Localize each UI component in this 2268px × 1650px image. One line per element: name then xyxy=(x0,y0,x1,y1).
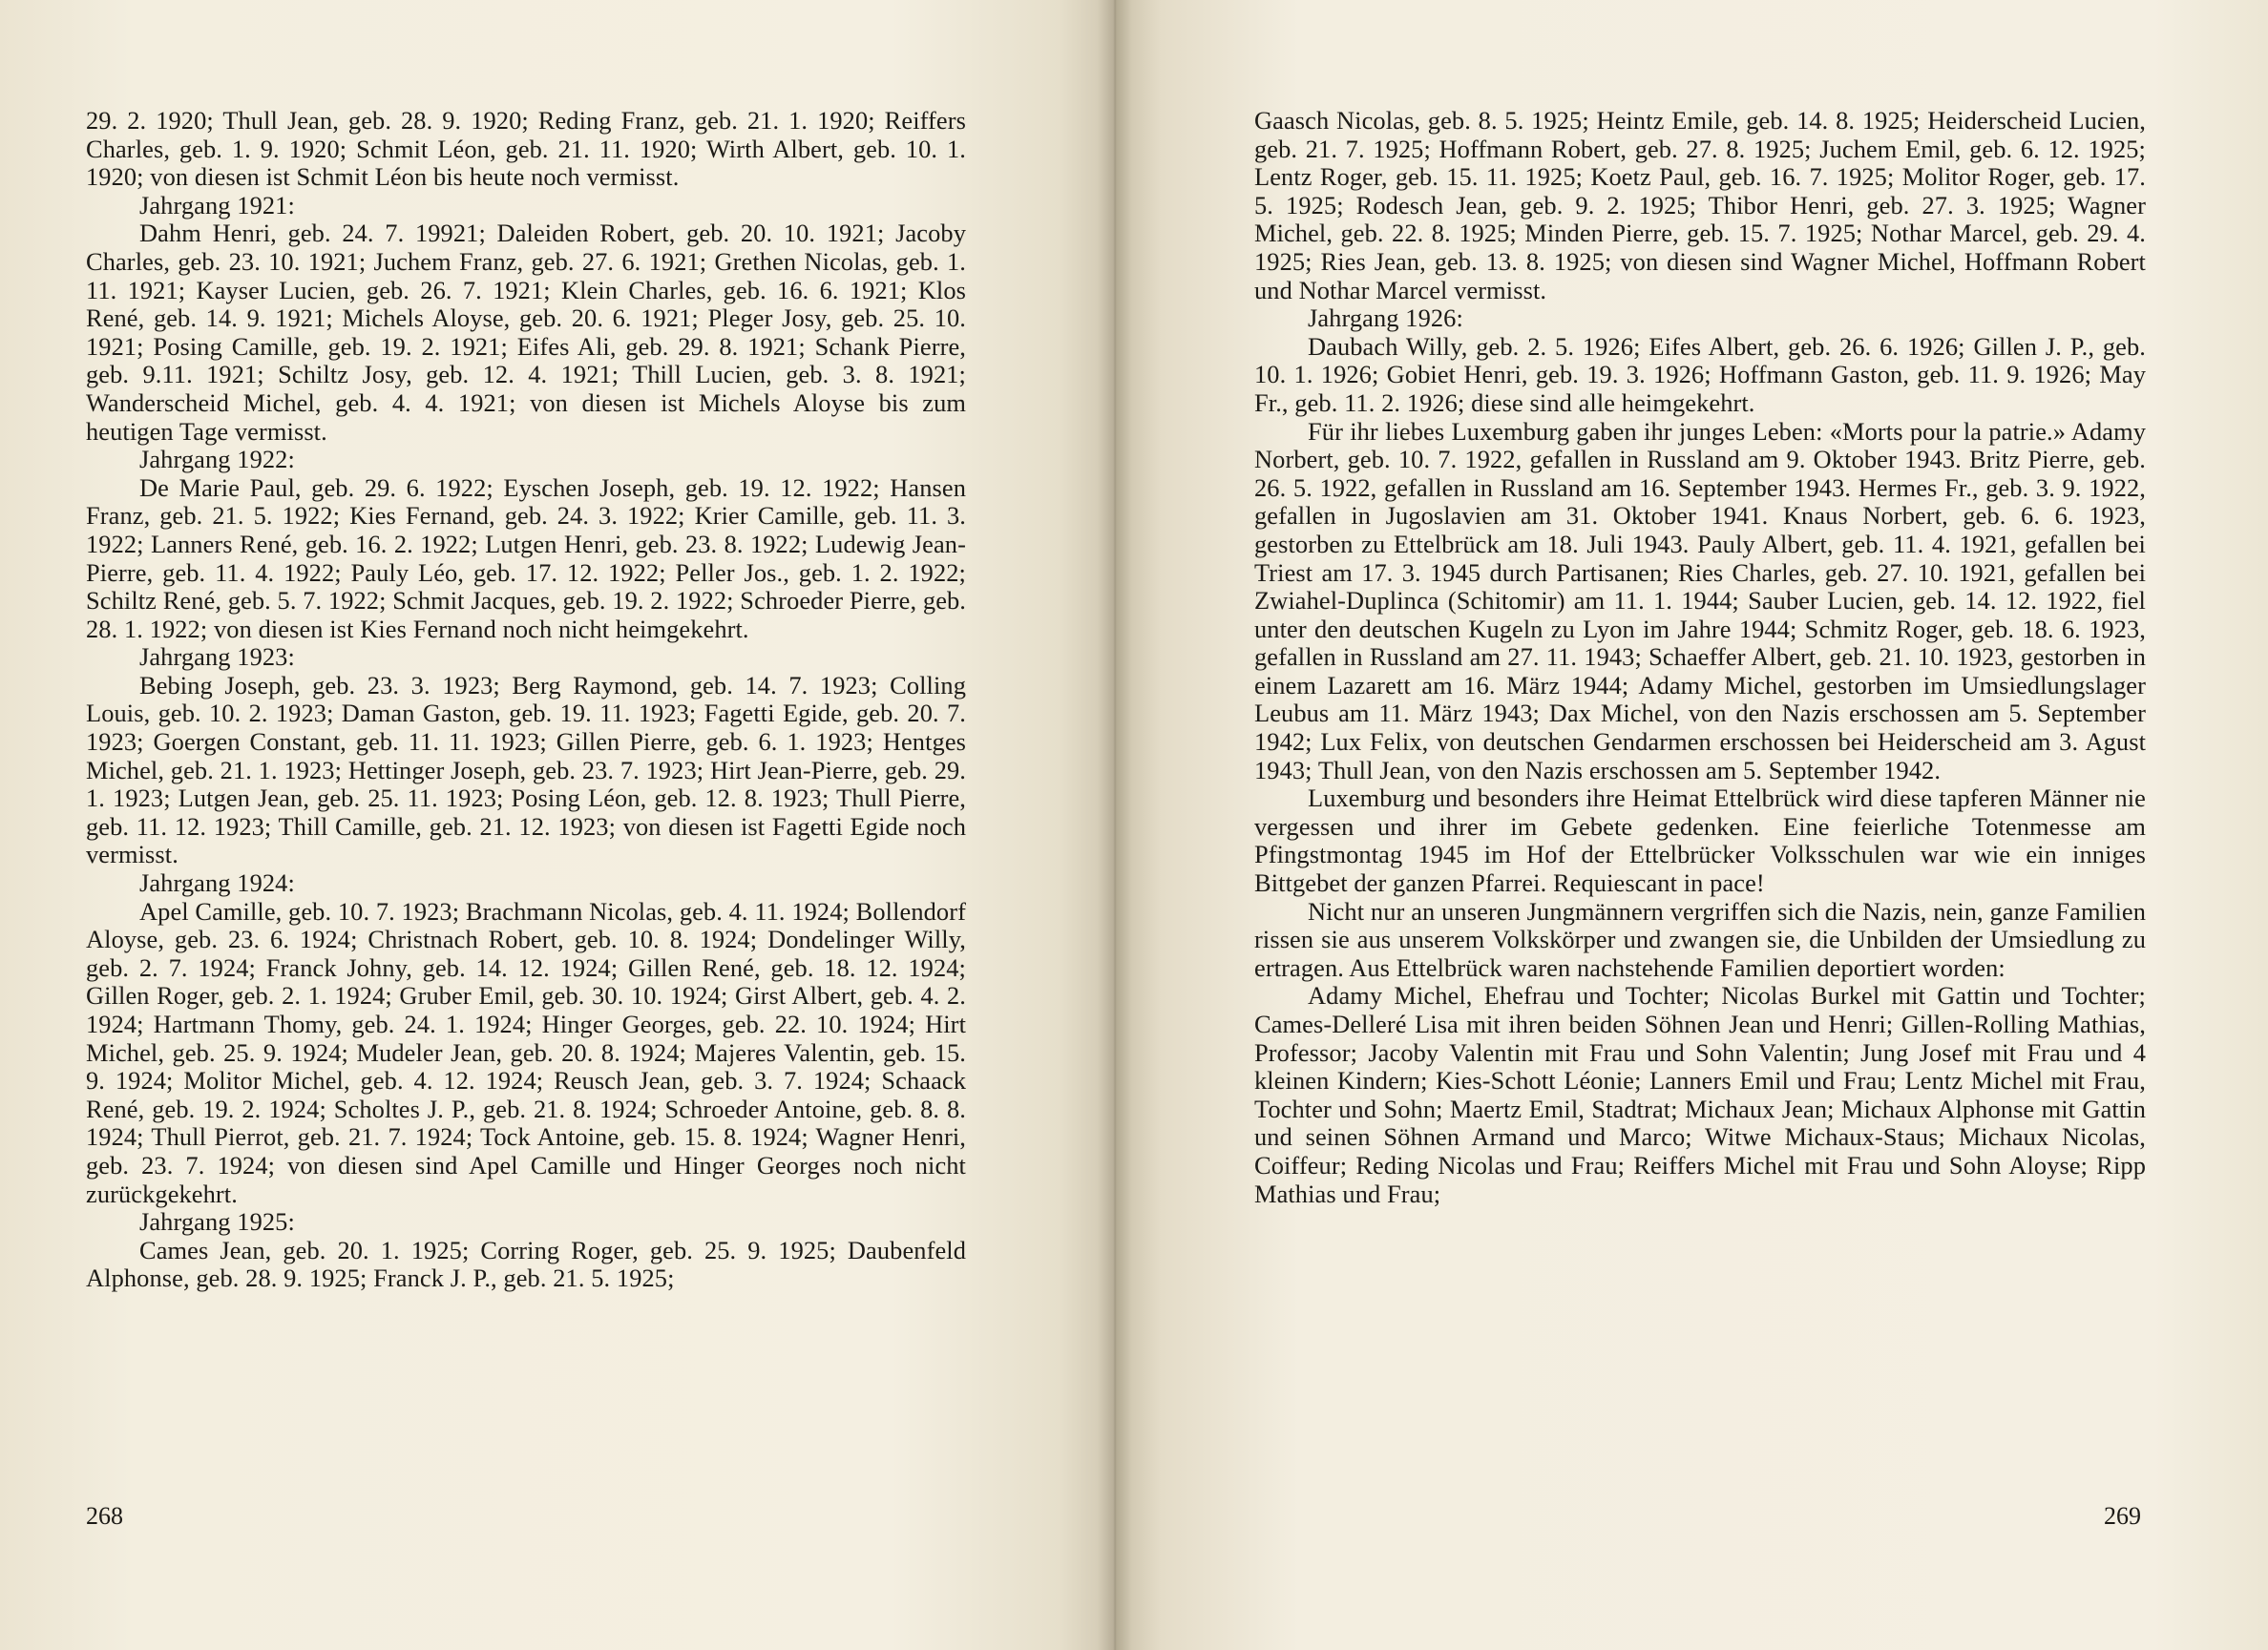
paragraph: Cames Jean, geb. 20. 1. 1925; Corring Roger, geb. 25. 9. 1925; Daubenfeld Alphonse, geb. 28. 9. 1925; Franck J. P., geb. 21. 5. 1925; xyxy=(86,1235,966,1293)
paragraph: Für ihr liebes Luxemburg gaben ihr junges Leben: «Morts pour la patrie.» Adamy Norbert, geb. 10. 7. 1922, gefallen in Russland am 9. Oktober 1943. Britz Pierre, geb. 26. 5. 1922, gefallen in Russland am 16. September 1943. Hermes Fr., geb. 3. 9. 1922, gefallen in Jugoslavien am 31. Oktober 1941. Knaus Norbert, geb. 6. 6. 1923, gestorben zu Ettelbrück am 18. Juli 1943. Pauly Albert, geb. 11. 4. 1921, gefallen bei Triest am 17. 3. 1945 durch Partisanen; Ries Charles, geb. 27. 10. 1921, gefallen bei Zwiahel-Duplinca (Schitomir) am 11. 1. 1944; Sauber Lucien, geb. 14. 12. 1922, fiel unter den deutschen Kugeln zu Lyon im Jahre 1944; Schmitz Roger, geb. 18. 6. 1923, gefallen in Russland am 27. 11. 1943; Schaeffer Albert, geb. 21. 10. 1923, gestorben in einem Lazarett am 16. März 1944; Adamy Michel, gestorben im Umsiedlungslager Leubus am 11. März 1943; Dax Michel, von den Nazis erschossen am 5. September 1942; Lux Felix, von deutschen Gendarmen erschossen bei Heiderscheid am 3. Agust 1943; Thull Jean, von den Nazis erschossen am 5. September 1942. xyxy=(1254,416,2146,784)
paragraph: Daubach Willy, geb. 2. 5. 1926; Eifes Albert, geb. 26. 6. 1926; Gillen J. P., geb. 10. 1. 1926; Gobiet Henri, geb. 19. 3. 1926; Hoffmann Gaston, geb. 11. 9. 1926; May Fr., geb. 11. 2. 1926; diese sind alle heimgekehrt. xyxy=(1254,331,2146,417)
right-page xyxy=(1115,0,2268,1650)
left-page xyxy=(0,0,1115,1650)
paragraph: Dahm Henri, geb. 24. 7. 19921; Daleiden Robert, geb. 20. 10. 1921; Jacoby Charles, geb. 23. 10. 1921; Juchem Franz, geb. 27. 6. 1921; Grethen Nicolas, geb. 1. 11. 1921; Kayser Lucien, geb. 26. 7. 1921; Klein Charles, geb. 16. 6. 1921; Klos René, geb. 14. 9. 1921; Michels Aloyse, geb. 20. 6. 1921; Pleger Josy, geb. 25. 10. 1921; Posing Camille, geb. 19. 2. 1921; Eifes Ali, geb. 29. 8. 1921; Schank Pierre, geb. 9.11. 1921; Schiltz Josy, geb. 12. 4. 1921; Thill Lucien, geb. 3. 8. 1921; Wanderscheid Michel, geb. 4. 4. 1921; von diesen ist Michels Aloyse bis zum heutigen Tage vermisst. xyxy=(86,219,966,446)
paragraph: Gaasch Nicolas, geb. 8. 5. 1925; Heintz Emile, geb. 14. 8. 1925; Heiderscheid Lucien, geb. 21. 7. 1925; Hoffmann Robert, geb. 27. 8. 1925; Juchem Emil, geb. 6. 12. 1925; Lentz Roger, geb. 15. 11. 1925; Koetz Paul, geb. 16. 7. 1925; Molitor Roger, geb. 17. 5. 1925; Rodesch Jean, geb. 9. 2. 1925; Thibor Henri, geb. 27. 3. 1925; Wagner Michel, geb. 22. 8. 1925; Minden Pierre, geb. 15. 7. 1925; Nothar Marcel, geb. 29. 4. 1925; Ries Jean, geb. 13. 8. 1925; von diesen sind Wagner Michel, Hoffmann Robert und Nothar Marcel vermisst. xyxy=(1254,106,2146,304)
year-heading: Jahrgang 1922: xyxy=(139,445,295,474)
year-heading: Jahrgang 1926: xyxy=(1308,303,1463,333)
right-page-text xyxy=(1254,107,2146,1208)
year-heading: Jahrgang 1921: xyxy=(139,190,295,219)
paragraph: 29. 2. 1920; Thull Jean, geb. 28. 9. 1920; Reding Franz, geb. 21. 1. 1920; Reiffers Charles, geb. 1. 9. 1920; Schmit Léon, geb. 21. 11. 1920; Wirth Albert, geb. 10. 1. 1920; von diesen ist Schmit Léon bis heute noch vermisst. xyxy=(86,106,966,192)
year-heading: Jahrgang 1925: xyxy=(139,1207,295,1237)
book-gutter xyxy=(1098,0,1132,1650)
paragraph: De Marie Paul, geb. 29. 6. 1922; Eyschen Joseph, geb. 19. 12. 1922; Hansen Franz, geb. 21. 5. 1922; Kies Fernand, geb. 24. 3. 1922; Krier Camille, geb. 11. 3. 1922; Lanners René, geb. 16. 2. 1922; Lutgen Henri, geb. 23. 8. 1922; Ludewig Jean-Pierre, geb. 11. 4. 1922; Pauly Léo, geb. 17. 12. 1922; Peller Jos., geb. 1. 2. 1922; Schiltz René, geb. 5. 7. 1922; Schmit Jacques, geb. 19. 2. 1922; Schroeder Pierre, geb. 28. 1. 1922; von diesen ist Kies Fernand noch nicht heimgekehrt. xyxy=(86,472,966,643)
year-heading: Jahrgang 1923: xyxy=(139,642,295,672)
paragraph: Apel Camille, geb. 10. 7. 1923; Brachmann Nicolas, geb. 4. 11. 1924; Bollendorf Aloyse, geb. 23. 6. 1924; Christnach Robert, geb. 10. 8. 1924; Dondelinger Willy, geb. 2. 7. 1924; Franck Johny, geb. 14. 12. 1924; Gillen René, geb. 18. 12. 1924; Gillen Roger, geb. 2. 1. 1924; Gruber Emil, geb. 30. 10. 1924; Girst Albert, geb. 4. 2. 1924; Hartmann Thomy, geb. 24. 1. 1924; Hinger Georges, geb. 22. 10. 1924; Hirt Michel, geb. 25. 9. 1924; Mudeler Jean, geb. 20. 8. 1924; Majeres Valentin, geb. 15. 9. 1924; Molitor Michel, geb. 4. 12. 1924; Reusch Jean, geb. 3. 7. 1924; Schaack René, geb. 19. 2. 1924; Scholtes J. P., geb. 21. 8. 1924; Schroeder Antoine, geb. 8. 8. 1924; Thull Pierrot, geb. 21. 7. 1924; Tock Antoine, geb. 15. 8. 1924; Wagner Henri, geb. 23. 7. 1924; von diesen sind Apel Camille und Hinger Georges noch nicht zurückgekehrt. xyxy=(86,896,966,1208)
paragraph: Adamy Michel, Ehefrau und Tochter; Nicolas Burkel mit Gattin und Tochter; Cames-Delleré Lisa mit ihren beiden Söhnen Jean und Henri; Gillen-Rolling Mathias, Professor; Jacoby Valentin mit Frau und Sohn Valentin; Jung Josef mit Frau und 4 kleinen Kindern; Kies-Schott Léonie; Lanners Emil und Frau; Lentz Michel mit Frau, Tochter und Sohn; Maertz Emil, Stadtrat; Michaux Jean; Michaux Alphonse mit Gattin und seinen Söhnen Armand und Marco; Witwe Michaux-Staus; Michaux Nicolas, Coiffeur; Reding Nicolas und Frau; Reiffers Michel mit Frau und Sohn Aloyse; Ripp Mathias und Frau; xyxy=(1254,981,2146,1208)
paragraph: Bebing Joseph, geb. 23. 3. 1923; Berg Raymond, geb. 14. 7. 1923; Colling Louis, geb. 10. 2. 1923; Daman Gaston, geb. 19. 11. 1923; Fagetti Egide, geb. 20. 7. 1923; Goergen Constant, geb. 11. 11. 1923; Gillen Pierre, geb. 6. 1. 1923; Hentges Michel, geb. 21. 1. 1923; Hettinger Joseph, geb. 23. 7. 1923; Hirt Jean-Pierre, geb. 29. 1. 1923; Lutgen Jean, geb. 25. 11. 1923; Posing Léon, geb. 12. 8. 1923; Thull Pierre, geb. 11. 12. 1923; Thill Camille, geb. 21. 12. 1923; von diesen ist Fagetti Egide noch vermisst. xyxy=(86,670,966,869)
page-number: 268 xyxy=(86,1502,123,1530)
year-heading: Jahrgang 1924: xyxy=(139,868,295,898)
left-page-text xyxy=(86,107,966,1293)
page-number: 269 xyxy=(2104,1502,2141,1530)
paragraph: Nicht nur an unseren Jungmännern vergriffen sich die Nazis, nein, ganze Familien rissen sie aus unserem Volkskörper und zwangen sie, die Unbilden der Umsiedlung zu ertragen. Aus Ettelbrück waren nachstehende Familien deportiert worden: xyxy=(1254,896,2146,982)
paragraph: Luxemburg und besonders ihre Heimat Ettelbrück wird diese tapferen Männer nie vergessen und ihrer im Gebete gedenken. Eine feierliche Totenmesse am Pfingstmontag 1945 im Hof der Ettelbrücker Volksschulen war wie ein inniges Bittgebet der ganzen Pfarrei. Requiescant in pace! xyxy=(1254,783,2146,898)
